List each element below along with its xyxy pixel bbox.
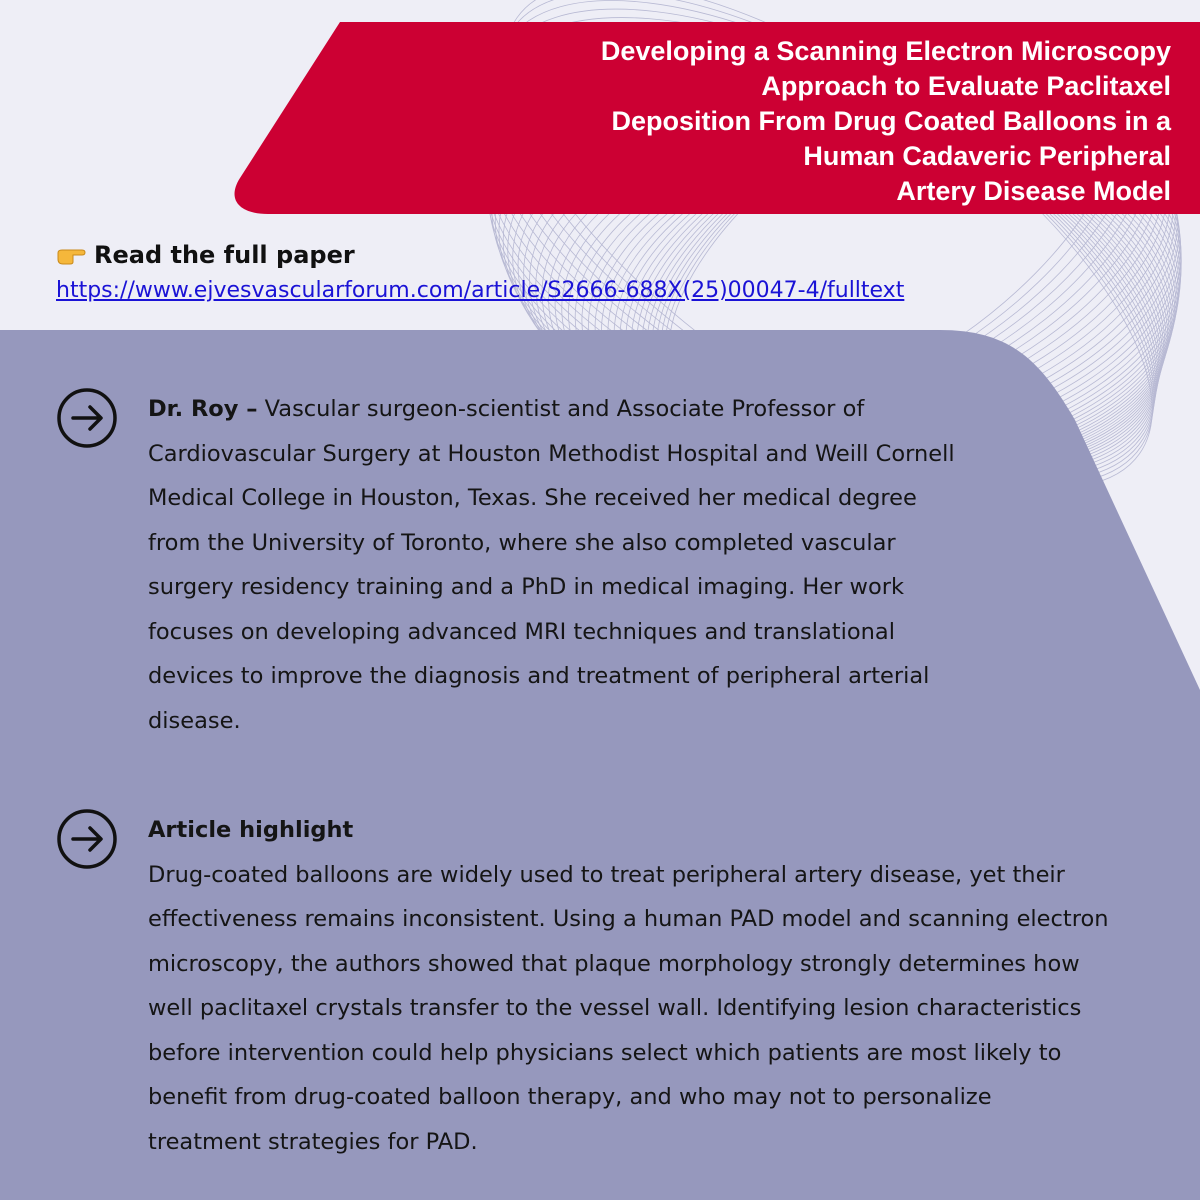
bio-line: surgery residency training and a PhD in medical imaging. Her work <box>148 574 904 600</box>
paper-link[interactable]: https://www.ejvesvascularforum.com/article/S2666-688X(25)00047-4/fulltext <box>56 278 905 303</box>
pointing-hand-icon <box>56 244 86 266</box>
highlight-body <box>148 808 1109 1164</box>
title-line: Developing a Scanning Electron Microscopy <box>600 36 1171 66</box>
highlight-line: Drug-coated balloons are widely used to treat peripheral artery disease, yet their <box>148 861 1065 888</box>
bio-line: devices to improve the diagnosis and treatment of peripheral arterial <box>148 663 930 689</box>
article-title <box>411 34 1171 209</box>
title-line: Artery Disease Model <box>896 176 1171 206</box>
arrow-circle-right-icon <box>56 387 118 449</box>
read-full-paper <box>56 238 904 306</box>
bio-line: Medical College in Houston, Texas. She received her medical degree <box>148 485 917 511</box>
highlight-heading: Article highlight <box>148 817 354 843</box>
author-bio <box>148 387 955 743</box>
read-heading-text: Read the full paper <box>94 241 355 269</box>
read-heading <box>56 238 904 272</box>
author-name: Dr. Roy – <box>148 396 258 422</box>
bio-line: from the University of Toronto, where she also completed vascular <box>148 529 896 556</box>
title-line: Human Cadaveric Peripheral <box>803 141 1171 171</box>
highlight-line: effectiveness remains inconsistent. Using a human PAD model and scanning electron <box>148 906 1109 932</box>
highlight-line: microscopy, the authors showed that plaque morphology strongly determines how <box>148 950 1080 977</box>
arrow-circle-right-icon <box>56 808 118 870</box>
highlight-line: benefit from drug-coated balloon therapy, and who may not to personalize <box>148 1084 992 1110</box>
highlight-line: treatment strategies for PAD. <box>148 1128 478 1155</box>
highlight-line: before intervention could help physicians select which patients are most likely to <box>148 1039 1062 1066</box>
bio-line: disease. <box>148 707 241 734</box>
bio-line: Cardiovascular Surgery at Houston Methodist Hospital and Weill Cornell <box>148 440 955 467</box>
title-line: Deposition From Drug Coated Balloons in a <box>611 106 1171 136</box>
title-line: Approach to Evaluate Paclitaxel <box>761 71 1171 101</box>
bio-line-text: Vascular surgeon-scientist and Associate Professor of <box>257 396 865 422</box>
highlight-line: well paclitaxel crystals transfer to the vessel wall. Identifying lesion characteristics <box>148 995 1082 1021</box>
bio-line: focuses on developing advanced MRI techniques and translational <box>148 618 895 645</box>
bio-line <box>148 387 955 432</box>
